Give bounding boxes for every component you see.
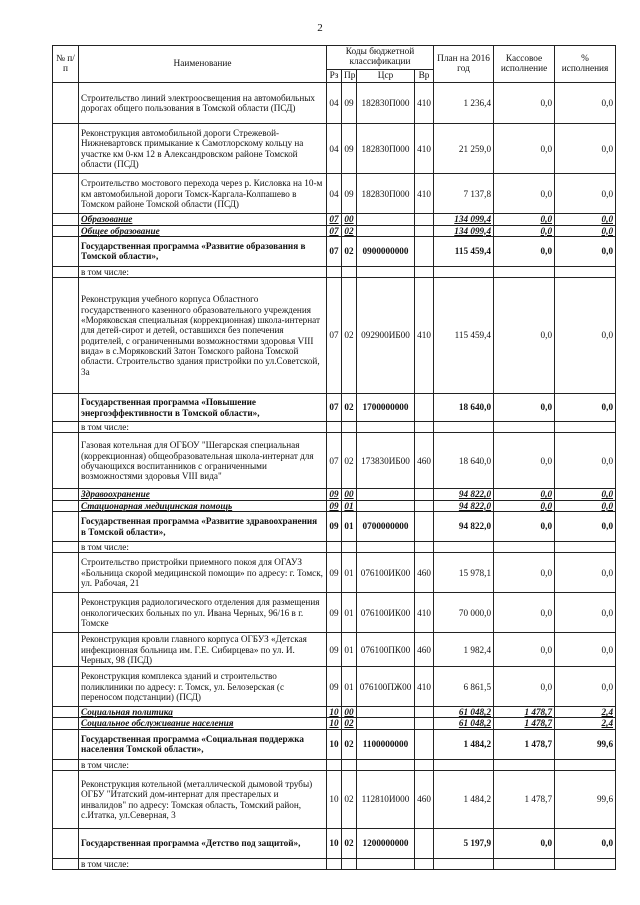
row-pct: 99,6 <box>555 729 616 759</box>
row-pr: 02 <box>342 771 357 829</box>
row-rz: 09 <box>327 489 342 500</box>
row-pct: 0,0 <box>555 278 616 394</box>
table-body <box>53 83 616 870</box>
row-pr: 00 <box>342 707 357 718</box>
table-row <box>53 83 616 124</box>
row-csr: 076100ИК00 <box>357 553 415 593</box>
row-pr: 02 <box>342 394 357 422</box>
row-cash: 0,0 <box>494 278 555 394</box>
row-name: в том числе: <box>79 542 327 553</box>
row-num <box>53 214 79 225</box>
row-pr <box>342 422 357 433</box>
row-num <box>53 422 79 433</box>
table-row <box>53 829 616 859</box>
row-vr: 410 <box>415 593 434 633</box>
header-csr: Цср <box>357 69 415 82</box>
row-vr <box>415 500 434 511</box>
row-csr: 076100ИК00 <box>357 593 415 633</box>
row-vr: 410 <box>415 667 434 707</box>
row-name: в том числе: <box>79 759 327 770</box>
row-pct: 0,0 <box>555 394 616 422</box>
row-num <box>53 278 79 394</box>
row-name: Государственная программа «Социальная поддержка населения Томской области», <box>79 729 327 759</box>
row-num <box>53 633 79 667</box>
row-rz: 09 <box>327 667 342 707</box>
row-pr <box>342 542 357 553</box>
row-pct <box>555 859 616 870</box>
row-num <box>53 667 79 707</box>
row-num <box>53 759 79 770</box>
row-pr: 01 <box>342 667 357 707</box>
row-csr: 173830ИБ00 <box>357 433 415 489</box>
table-row <box>53 433 616 489</box>
row-csr: 1700000000 <box>357 394 415 422</box>
row-pct <box>555 422 616 433</box>
row-plan: 134 099,4 <box>434 214 494 225</box>
row-pct: 2,4 <box>555 707 616 718</box>
table-row <box>53 718 616 729</box>
row-name: Строительство мостового перехода через р. Кисловка на 10-м км автомобильной дороги Томск-Каргала-Колпашево в Томском районе Томской области (ПСД) <box>79 174 327 214</box>
row-csr <box>357 266 415 277</box>
row-num <box>53 512 79 542</box>
row-csr: 182830П000 <box>357 83 415 124</box>
row-vr <box>415 422 434 433</box>
row-pr: 09 <box>342 124 357 174</box>
row-csr <box>357 500 415 511</box>
row-pct: 0,0 <box>555 512 616 542</box>
row-pct: 0,0 <box>555 489 616 500</box>
row-cash: 0,0 <box>494 124 555 174</box>
table-row <box>53 174 616 214</box>
row-name: Реконструкция котельной (металлической дымовой трубы) ОГБУ "Итатский дом-интернат для престарелых и инвалидов" по адресу: Томская область, Томский район, с.Итатка, ул.Северная, 3 <box>79 771 327 829</box>
row-num <box>53 236 79 266</box>
row-csr: 1200000000 <box>357 829 415 859</box>
row-vr: 410 <box>415 278 434 394</box>
row-pr: 02 <box>342 718 357 729</box>
row-name: Социальная политика <box>79 707 327 718</box>
row-name: Реконструкция автомобильной дороги Стрежевой-Нижневартовск примыкание к Самотлорскому кольцу на участке км 0-км 12 в Александровском районе Томской области (ПСД) <box>79 124 327 174</box>
row-csr: 0700000000 <box>357 512 415 542</box>
row-csr <box>357 422 415 433</box>
row-csr <box>357 214 415 225</box>
row-vr: 460 <box>415 553 434 593</box>
row-cash: 0,0 <box>494 174 555 214</box>
row-plan: 18 640,0 <box>434 394 494 422</box>
row-csr <box>357 225 415 236</box>
row-vr <box>415 266 434 277</box>
row-vr <box>415 718 434 729</box>
row-pct: 0,0 <box>555 124 616 174</box>
row-pct: 0,0 <box>555 433 616 489</box>
row-plan: 70 000,0 <box>434 593 494 633</box>
row-vr <box>415 729 434 759</box>
row-rz: 07 <box>327 394 342 422</box>
row-rz <box>327 759 342 770</box>
row-name: Государственная программа «Развитие образования в Томской области», <box>79 236 327 266</box>
row-cash: 0,0 <box>494 236 555 266</box>
row-num <box>53 394 79 422</box>
row-pr: 02 <box>342 433 357 489</box>
row-rz: 10 <box>327 829 342 859</box>
row-name: в том числе: <box>79 422 327 433</box>
row-cash: 0,0 <box>494 553 555 593</box>
row-plan: 115 459,4 <box>434 278 494 394</box>
row-plan: 94 822,0 <box>434 489 494 500</box>
header-codes: Коды бюджетной классификации <box>327 46 434 70</box>
row-num <box>53 859 79 870</box>
row-cash <box>494 859 555 870</box>
table-row <box>53 422 616 433</box>
row-num <box>53 500 79 511</box>
table-row <box>53 593 616 633</box>
table-row <box>53 542 616 553</box>
row-cash: 0,0 <box>494 214 555 225</box>
row-vr <box>415 707 434 718</box>
row-plan: 15 978,1 <box>434 553 494 593</box>
row-plan: 18 640,0 <box>434 433 494 489</box>
row-name: Государственная программа «Детство под защитой», <box>79 829 327 859</box>
row-num <box>53 489 79 500</box>
row-csr: 0900000000 <box>357 236 415 266</box>
table-row <box>53 667 616 707</box>
row-csr <box>357 859 415 870</box>
row-cash: 0,0 <box>494 489 555 500</box>
row-num <box>53 83 79 124</box>
table-row <box>53 394 616 422</box>
row-pr: 02 <box>342 278 357 394</box>
row-pct: 99,6 <box>555 771 616 829</box>
row-pr <box>342 266 357 277</box>
row-cash: 0,0 <box>494 83 555 124</box>
header-cash: Кассовое исполнение <box>494 46 555 83</box>
row-pct <box>555 759 616 770</box>
row-cash: 0,0 <box>494 633 555 667</box>
row-rz: 09 <box>327 593 342 633</box>
row-cash: 1 478,7 <box>494 771 555 829</box>
table-row <box>53 707 616 718</box>
row-rz: 09 <box>327 633 342 667</box>
row-pr: 02 <box>342 729 357 759</box>
row-rz <box>327 422 342 433</box>
row-rz: 07 <box>327 433 342 489</box>
row-csr: 112810И000 <box>357 771 415 829</box>
row-plan: 6 861,5 <box>434 667 494 707</box>
row-cash: 0,0 <box>494 593 555 633</box>
table-row <box>53 633 616 667</box>
row-vr <box>415 214 434 225</box>
row-plan <box>434 859 494 870</box>
row-plan: 94 822,0 <box>434 500 494 511</box>
row-cash: 0,0 <box>494 394 555 422</box>
row-plan <box>434 759 494 770</box>
row-pr <box>342 759 357 770</box>
row-plan: 134 099,4 <box>434 225 494 236</box>
row-num <box>53 829 79 859</box>
row-pct <box>555 266 616 277</box>
table-row <box>53 771 616 829</box>
row-csr: 1100000000 <box>357 729 415 759</box>
row-pct: 0,0 <box>555 225 616 236</box>
row-rz <box>327 859 342 870</box>
budget-table <box>52 45 616 870</box>
row-cash <box>494 542 555 553</box>
row-rz: 04 <box>327 124 342 174</box>
header-name: Наименование <box>79 46 327 83</box>
row-num <box>53 266 79 277</box>
row-plan: 61 048,2 <box>434 718 494 729</box>
row-pr: 01 <box>342 500 357 511</box>
row-rz: 10 <box>327 718 342 729</box>
row-name: Государственная программа «Повышение энергоэффективности в Томской области», <box>79 394 327 422</box>
row-plan: 61 048,2 <box>434 707 494 718</box>
row-cash: 1 478,7 <box>494 718 555 729</box>
row-name: Реконструкция учебного корпуса Областного государственного казенного образовательного учреждения «Моряковская специальная (коррекционная) школа-интернат для детей-сирот и детей, оставшихся без попечения родителей, с ограниченными возможностями здоровья VIII вида» в с.Моряковский Затон Томского района Томской области. Строительство здания пристройки по ул.Советской, 3а <box>79 278 327 394</box>
row-cash: 0,0 <box>494 512 555 542</box>
row-pct: 2,4 <box>555 718 616 729</box>
table-row <box>53 759 616 770</box>
row-vr <box>415 859 434 870</box>
row-vr: 410 <box>415 124 434 174</box>
row-csr <box>357 489 415 500</box>
row-plan: 94 822,0 <box>434 512 494 542</box>
row-vr <box>415 394 434 422</box>
header-pct: % исполнения <box>555 46 616 83</box>
row-pct: 0,0 <box>555 174 616 214</box>
row-rz: 10 <box>327 729 342 759</box>
row-pr: 01 <box>342 633 357 667</box>
table-row <box>53 553 616 593</box>
row-plan: 115 459,4 <box>434 236 494 266</box>
row-csr <box>357 759 415 770</box>
row-vr: 460 <box>415 633 434 667</box>
row-name: Стационарная медицинская помощь <box>79 500 327 511</box>
table-row <box>53 236 616 266</box>
table-row <box>53 512 616 542</box>
row-cash <box>494 759 555 770</box>
table-row <box>53 489 616 500</box>
row-pct <box>555 542 616 553</box>
row-vr <box>415 829 434 859</box>
row-plan: 7 137,8 <box>434 174 494 214</box>
row-pr: 02 <box>342 225 357 236</box>
row-rz: 09 <box>327 512 342 542</box>
row-num <box>53 771 79 829</box>
row-cash: 1 478,7 <box>494 729 555 759</box>
row-name: в том числе: <box>79 266 327 277</box>
header-num: № п/п <box>53 46 79 83</box>
row-csr: 076100ПЖ00 <box>357 667 415 707</box>
row-pct: 0,0 <box>555 593 616 633</box>
row-vr <box>415 542 434 553</box>
row-csr: 076100ПК00 <box>357 633 415 667</box>
row-pr: 01 <box>342 512 357 542</box>
row-plan <box>434 422 494 433</box>
row-cash <box>494 422 555 433</box>
row-name: Образование <box>79 214 327 225</box>
row-name: Газовая котельная для ОГБОУ "Шегарская специальная (коррекционная) общеобразовательная школа-интернат для обучающихся воспитанников с ограниченными возможностями здоровья VIII вида" <box>79 433 327 489</box>
header-rz: Рз <box>327 69 342 82</box>
row-pct: 0,0 <box>555 83 616 124</box>
row-csr <box>357 718 415 729</box>
row-num <box>53 225 79 236</box>
row-plan: 1 484,2 <box>434 771 494 829</box>
row-vr <box>415 489 434 500</box>
row-cash: 0,0 <box>494 829 555 859</box>
row-name: Государственная программа «Развитие здравоохранения в Томской области», <box>79 512 327 542</box>
row-name: Реконструкция радиологического отделения для размещения онкологических больных по ул. Ивана Черных, 96/16 в г. Томске <box>79 593 327 633</box>
table-row <box>53 266 616 277</box>
row-plan: 5 197,9 <box>434 829 494 859</box>
row-rz: 07 <box>327 278 342 394</box>
row-rz: 10 <box>327 771 342 829</box>
row-cash <box>494 266 555 277</box>
row-rz <box>327 542 342 553</box>
row-rz: 07 <box>327 225 342 236</box>
table-row <box>53 124 616 174</box>
row-pct: 0,0 <box>555 214 616 225</box>
row-rz: 10 <box>327 707 342 718</box>
row-plan <box>434 266 494 277</box>
row-plan <box>434 542 494 553</box>
row-name: Общее образование <box>79 225 327 236</box>
row-rz: 04 <box>327 83 342 124</box>
row-csr: 182830П000 <box>357 174 415 214</box>
row-num <box>53 433 79 489</box>
row-pct: 0,0 <box>555 633 616 667</box>
row-csr <box>357 542 415 553</box>
row-csr: 092900ИБ00 <box>357 278 415 394</box>
table-row <box>53 729 616 759</box>
row-csr: 182830П000 <box>357 124 415 174</box>
row-num <box>53 553 79 593</box>
row-name: Реконструкция комплекса зданий и строительство поликлиники по адресу: г. Томск, ул. Белозерская (с переносом подстанции) (ПСД) <box>79 667 327 707</box>
table-row <box>53 214 616 225</box>
row-vr: 460 <box>415 433 434 489</box>
row-pct: 0,0 <box>555 500 616 511</box>
row-rz: 07 <box>327 214 342 225</box>
row-pr: 09 <box>342 83 357 124</box>
row-pct: 0,0 <box>555 236 616 266</box>
row-pr: 01 <box>342 593 357 633</box>
row-csr <box>357 707 415 718</box>
row-cash: 0,0 <box>494 433 555 489</box>
row-rz <box>327 266 342 277</box>
row-num <box>53 174 79 214</box>
row-pr: 02 <box>342 236 357 266</box>
row-rz: 04 <box>327 174 342 214</box>
row-vr <box>415 225 434 236</box>
row-cash: 0,0 <box>494 500 555 511</box>
page-number: 2 <box>317 22 323 34</box>
row-rz: 09 <box>327 500 342 511</box>
row-cash: 1 478,7 <box>494 707 555 718</box>
row-name: Строительство линий электроосвещения на автомобильных дорогах общего пользования в Томской области (ПСД) <box>79 83 327 124</box>
row-cash: 0,0 <box>494 667 555 707</box>
table-row <box>53 225 616 236</box>
row-vr: 410 <box>415 83 434 124</box>
row-rz: 09 <box>327 553 342 593</box>
header-pr: Пр <box>342 69 357 82</box>
row-num <box>53 729 79 759</box>
row-num <box>53 707 79 718</box>
row-plan: 21 259,0 <box>434 124 494 174</box>
row-cash: 0,0 <box>494 225 555 236</box>
row-vr <box>415 512 434 542</box>
row-name: Здравоохранение <box>79 489 327 500</box>
row-name: Реконструкция кровли главного корпуса ОГБУЗ «Детская инфекционная больница им. Г.Е. Сибирцева» по ул. И. Черных, 98 (ПСД) <box>79 633 327 667</box>
row-plan: 1 236,4 <box>434 83 494 124</box>
row-num <box>53 593 79 633</box>
row-vr <box>415 759 434 770</box>
row-pr: 00 <box>342 214 357 225</box>
table-row <box>53 859 616 870</box>
row-pct: 0,0 <box>555 553 616 593</box>
row-num <box>53 542 79 553</box>
header-plan: План на 2016 год <box>434 46 494 83</box>
row-pct: 0,0 <box>555 829 616 859</box>
row-pr: 01 <box>342 553 357 593</box>
row-pr: 00 <box>342 489 357 500</box>
row-pr: 09 <box>342 174 357 214</box>
row-vr <box>415 236 434 266</box>
row-rz: 07 <box>327 236 342 266</box>
table-row <box>53 278 616 394</box>
row-vr: 460 <box>415 771 434 829</box>
table-row <box>53 500 616 511</box>
row-pct: 0,0 <box>555 667 616 707</box>
row-plan: 1 484,2 <box>434 729 494 759</box>
row-name: в том числе: <box>79 859 327 870</box>
row-vr: 410 <box>415 174 434 214</box>
row-num <box>53 124 79 174</box>
row-name: Социальное обслуживание населения <box>79 718 327 729</box>
row-pr: 02 <box>342 829 357 859</box>
header-vr: Вр <box>415 69 434 82</box>
row-pr <box>342 859 357 870</box>
row-num <box>53 718 79 729</box>
row-name: Строительство пристройки приемного покоя для ОГАУЗ «Больница скорой медицинской помощи» по адресу: г. Томск, ул. Рабочая, 21 <box>79 553 327 593</box>
row-plan: 1 982,4 <box>434 633 494 667</box>
